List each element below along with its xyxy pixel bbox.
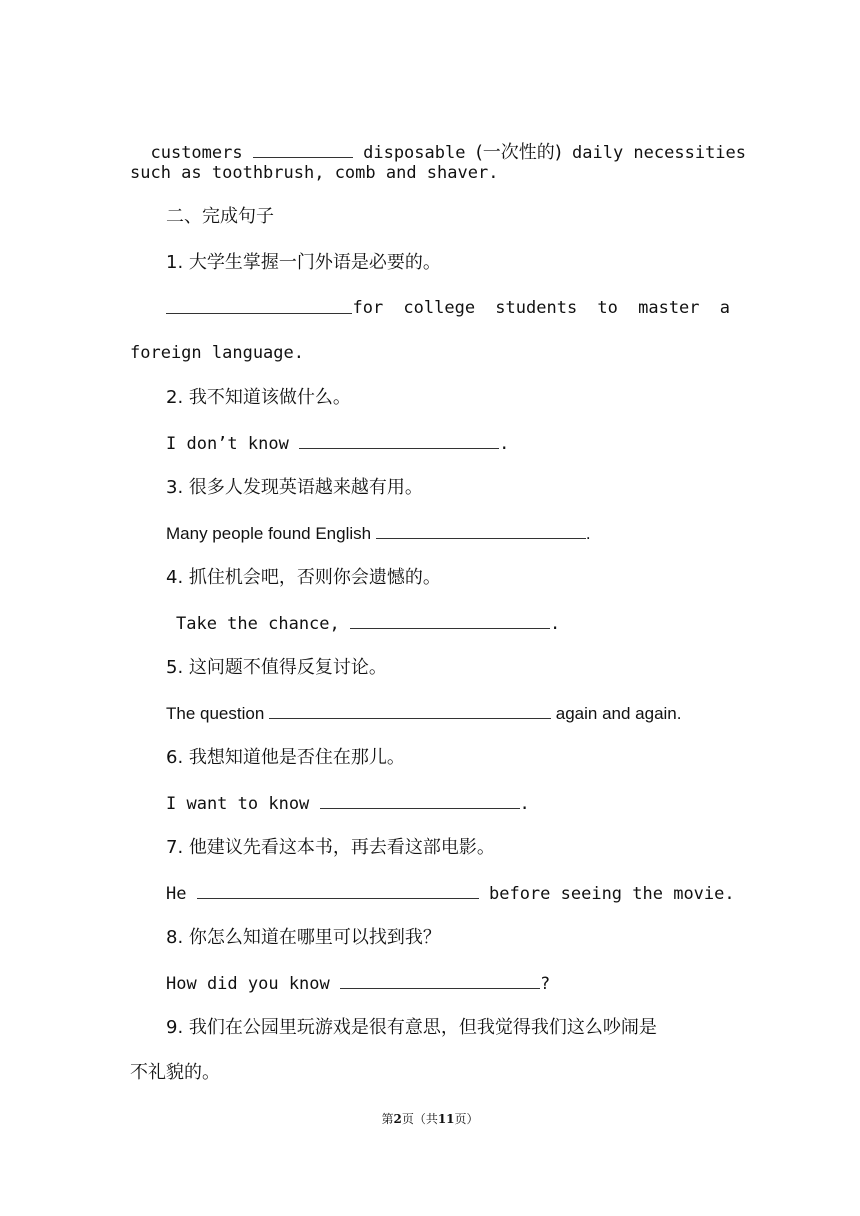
- text: customers: [150, 143, 243, 163]
- punctuation: .: [585, 524, 591, 543]
- item-english-text: He: [166, 884, 187, 904]
- text: daily necessities: [572, 143, 747, 163]
- item-1-chinese: [166, 251, 441, 275]
- item-4-english: [176, 611, 560, 636]
- item-number: 4.: [166, 567, 184, 588]
- item-english-text: Many people found English: [166, 524, 372, 543]
- total-pages: 11: [437, 1112, 455, 1126]
- item-chinese-text: 我不知道该做什么。: [188, 387, 351, 408]
- item-chinese-text: 抓住机会吧，否则你会遗憾的。: [188, 567, 441, 588]
- answer-blank[interactable]: [253, 140, 353, 158]
- punctuation: .: [550, 614, 561, 634]
- item-chinese-text: 很多人发现英语越来越有用。: [188, 477, 423, 498]
- item-9-chinese-cont: 不礼貌的。: [130, 1062, 220, 1083]
- intro-line-1: [130, 116, 746, 165]
- item-4-chinese: [166, 566, 441, 590]
- item-chinese-text: 我想知道他是否住在那儿。: [188, 747, 405, 768]
- item-number: 8.: [166, 927, 184, 948]
- item-english-text: again and again.: [555, 704, 682, 723]
- item-1-english: [166, 296, 730, 320]
- item-9-chinese: [166, 1016, 657, 1040]
- item-number: 3.: [166, 477, 184, 498]
- item-2-chinese: [166, 386, 351, 410]
- item-1-english-cont: foreign language.: [130, 343, 304, 363]
- item-5-english: [166, 701, 682, 726]
- page-number: 2: [393, 1112, 402, 1126]
- item-english-text: I don’t know: [166, 434, 289, 454]
- intro-line-2: such as toothbrush, comb and shaver.: [130, 163, 499, 183]
- item-8-english: [166, 971, 550, 996]
- footer-text: 页（共: [401, 1112, 438, 1126]
- punctuation: ?: [540, 974, 551, 994]
- answer-blank[interactable]: [166, 296, 352, 314]
- item-english-text: before seeing the movie.: [488, 884, 735, 904]
- item-2-english: [166, 431, 509, 456]
- item-number: 1.: [166, 252, 184, 273]
- answer-blank[interactable]: [269, 701, 551, 719]
- section-title: 二、完成句子: [166, 206, 274, 227]
- item-number: 2.: [166, 387, 184, 408]
- item-8-chinese: [166, 926, 441, 950]
- item-chinese-text: 这问题不值得反复讨论。: [188, 657, 387, 678]
- item-7-english: [166, 881, 735, 906]
- punctuation: .: [499, 434, 510, 454]
- text: disposable: [363, 143, 466, 163]
- item-7-chinese: [166, 836, 495, 860]
- item-chinese-text: 大学生掌握一门外语是必要的。: [188, 252, 441, 273]
- item-number: 5.: [166, 657, 184, 678]
- answer-blank[interactable]: [350, 611, 550, 629]
- item-6-chinese: [166, 746, 405, 770]
- answer-blank[interactable]: [340, 971, 540, 989]
- answer-blank[interactable]: [299, 431, 499, 449]
- item-number: 7.: [166, 837, 184, 858]
- item-english-text: The question: [166, 704, 265, 723]
- answer-blank[interactable]: [376, 521, 586, 539]
- footer-text: 第: [381, 1112, 394, 1126]
- item-3-english: [166, 521, 591, 546]
- item-chinese-text: 他建议先看这本书，再去看这部电影。: [188, 837, 495, 858]
- footer-text: 页）: [454, 1112, 479, 1126]
- item-number: 6.: [166, 747, 184, 768]
- page-footer: [0, 1110, 860, 1127]
- item-5-chinese: [166, 656, 387, 680]
- item-chinese-text: 你怎么知道在哪里可以找到我？: [188, 927, 441, 948]
- answer-blank[interactable]: [320, 791, 520, 809]
- answer-blank[interactable]: [197, 881, 479, 899]
- gloss: (一次性的): [475, 142, 562, 163]
- item-english-text: How did you know: [166, 974, 330, 994]
- item-english-text: Take the chance,: [176, 614, 340, 634]
- item-chinese-text: 我们在公园里玩游戏是很有意思，但我觉得我们这么吵闹是: [188, 1017, 657, 1038]
- item-3-chinese: [166, 476, 423, 500]
- item-number: 9.: [166, 1017, 184, 1038]
- item-english-text: for college students to master a: [352, 298, 730, 318]
- item-6-english: [166, 791, 530, 816]
- item-english-text: I want to know: [166, 794, 310, 814]
- punctuation: .: [519, 794, 530, 814]
